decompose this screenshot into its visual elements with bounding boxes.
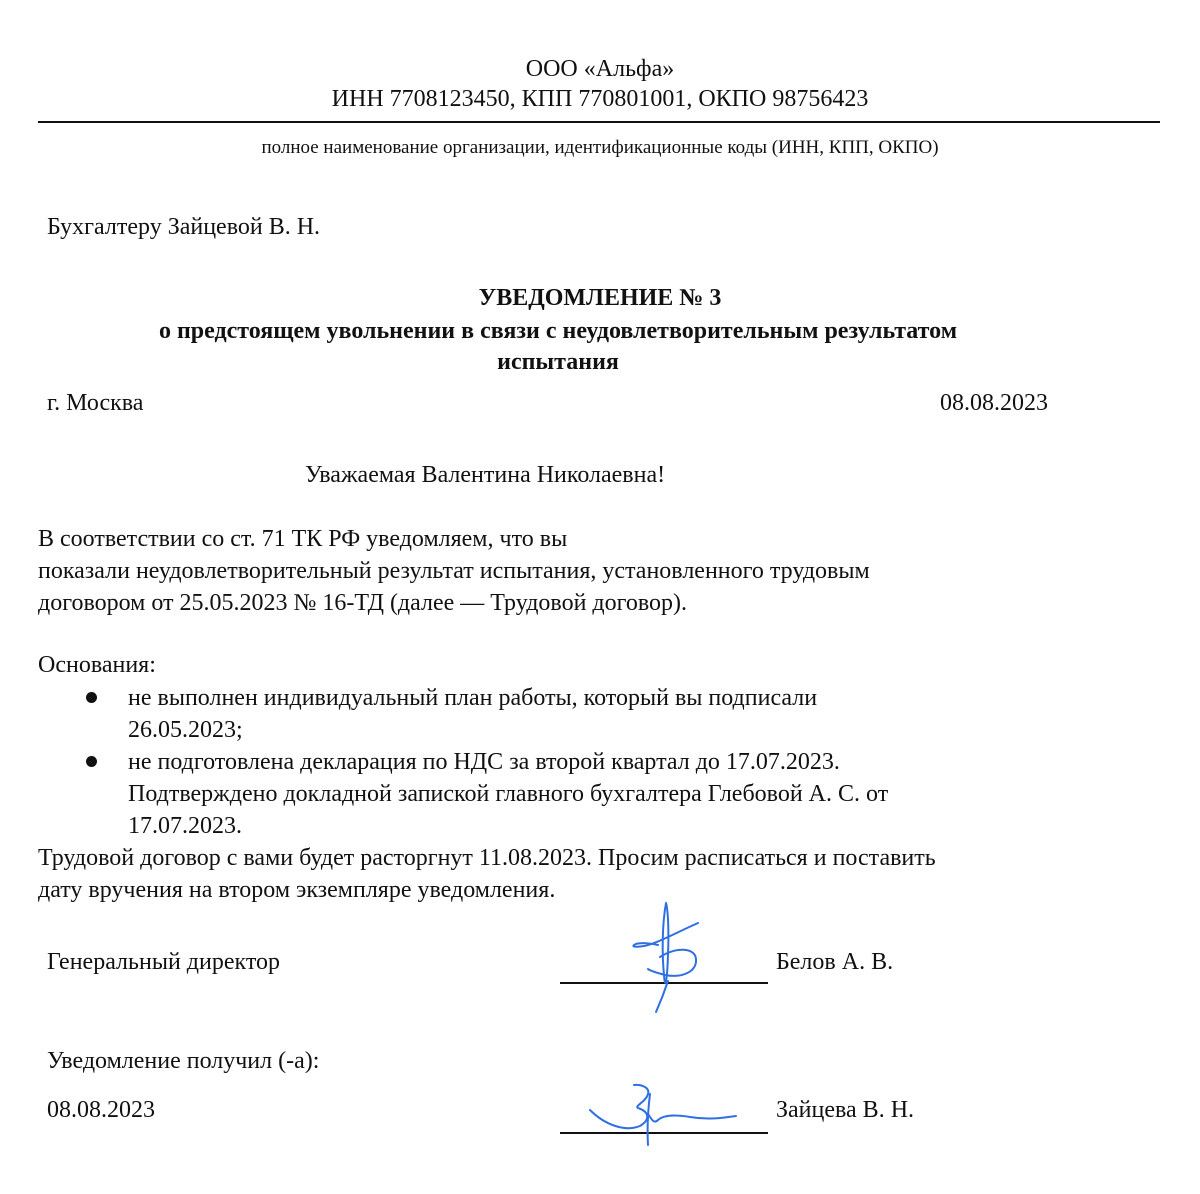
document-subtitle-line2: испытания bbox=[497, 349, 619, 375]
receipt-date: 08.08.2023 bbox=[47, 1097, 155, 1123]
grounds-item-line: Подтверждено докладной запиской главного бухгалтера Глебовой А. С. от bbox=[128, 781, 889, 807]
grounds-label: Основания: bbox=[38, 652, 156, 678]
body-paragraph-line: договором от 25.05.2023 № 16-ТД (далее — Трудовой договор). bbox=[38, 590, 688, 616]
bullet-icon bbox=[86, 692, 97, 703]
document-subtitle-line1: о предстоящем увольнении в связи с неудовлетворительным результатом bbox=[158, 318, 958, 344]
grounds-item-line: не выполнен индивидуальный план работы, который вы подписали bbox=[128, 685, 818, 711]
receipt-label: Уведомление получил (-а): bbox=[47, 1048, 320, 1074]
grounds-item-line: не подготовлена декларация по НДС за второй квартал до 17.07.2023. bbox=[128, 749, 840, 775]
salutation: Уважаемая Валентина Николаевна! bbox=[305, 462, 666, 488]
grounds-item-line: 17.07.2023. bbox=[128, 813, 242, 839]
recipient-name: Зайцева В. Н. bbox=[776, 1097, 915, 1123]
closing-line: дату вручения на втором экземпляре уведомления. bbox=[38, 877, 556, 903]
closing-line: Трудовой договор с вами будет расторгнут 11.08.2023. Просим расписаться и поставить bbox=[38, 845, 936, 871]
document-date: 08.08.2023 bbox=[940, 390, 1048, 416]
organization-caption: полное наименование организации, идентификационные коды (ИНН, КПП, ОКПО) bbox=[261, 137, 939, 158]
document-title: УВЕДОМЛЕНИЕ № 3 bbox=[478, 285, 722, 311]
director-position: Генеральный директор bbox=[47, 949, 281, 975]
body-paragraph-line: показали неудовлетворительный результат испытания, установленного трудовым bbox=[38, 558, 870, 584]
organization-name: ООО «Альфа» bbox=[525, 56, 675, 82]
bullet-icon bbox=[86, 756, 97, 767]
director-signature-icon bbox=[550, 895, 780, 1020]
recipient-signature-icon bbox=[550, 1070, 780, 1160]
addressee: Бухгалтеру Зайцевой В. Н. bbox=[47, 214, 321, 240]
header-divider bbox=[38, 121, 1160, 123]
document-place: г. Москва bbox=[47, 390, 144, 416]
director-name: Белов А. В. bbox=[776, 949, 894, 975]
body-paragraph-line: В соответствии со ст. 71 ТК РФ уведомляем, что вы bbox=[38, 526, 568, 552]
grounds-item-line: 26.05.2023; bbox=[128, 717, 243, 743]
organization-codes: ИНН 7708123450, КПП 770801001, ОКПО 98756423 bbox=[331, 86, 869, 112]
